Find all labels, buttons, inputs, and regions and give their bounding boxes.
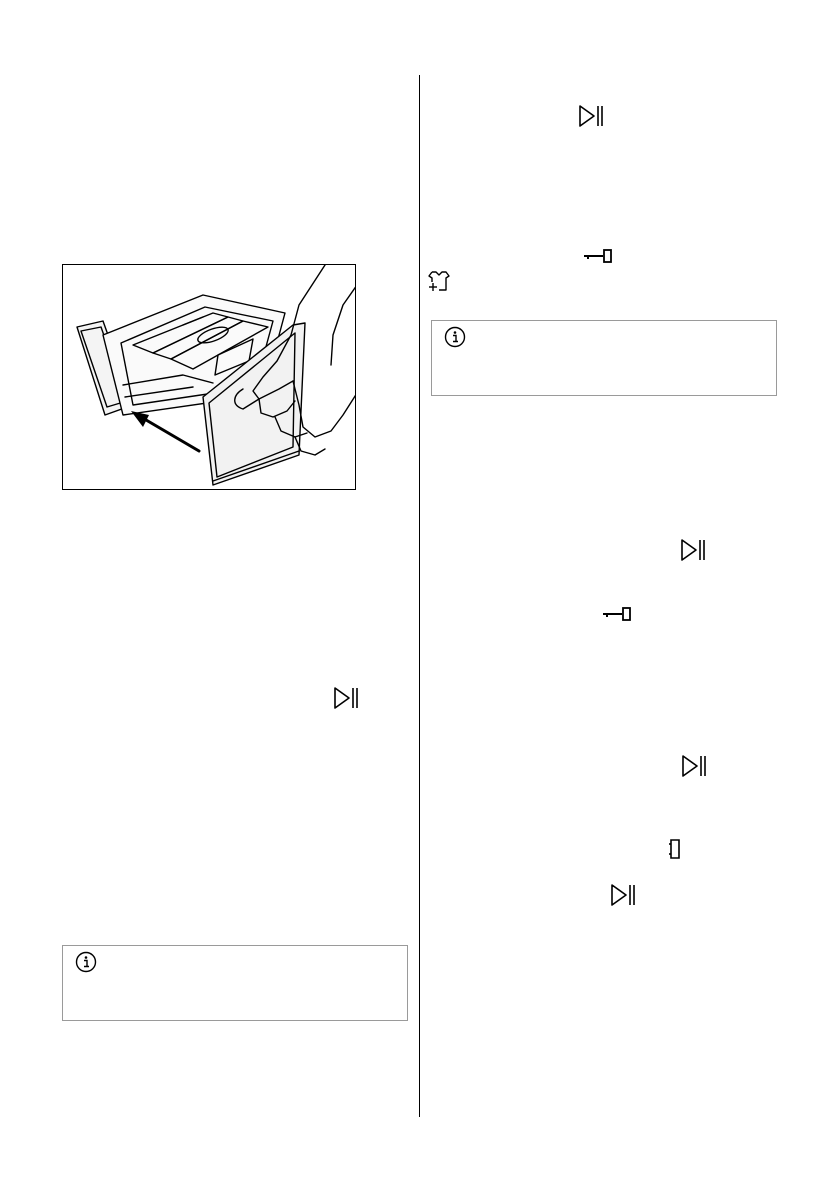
column-divider xyxy=(419,75,420,1117)
info-note-box xyxy=(431,320,777,396)
start-pause-icon xyxy=(578,104,606,128)
info-note-box xyxy=(62,945,408,1021)
start-pause-icon xyxy=(610,883,638,907)
start-pause-icon xyxy=(333,686,361,710)
add-garment-icon xyxy=(428,270,450,294)
start-pause-icon xyxy=(681,754,709,778)
start-pause-icon xyxy=(680,538,708,562)
info-icon xyxy=(75,951,97,973)
child-lock-icon xyxy=(583,248,615,264)
detergent-drawer-drawing xyxy=(63,265,356,490)
drawer-illustration xyxy=(62,264,356,490)
door-icon xyxy=(668,838,682,860)
child-lock-icon xyxy=(602,606,634,622)
info-icon xyxy=(444,326,466,348)
